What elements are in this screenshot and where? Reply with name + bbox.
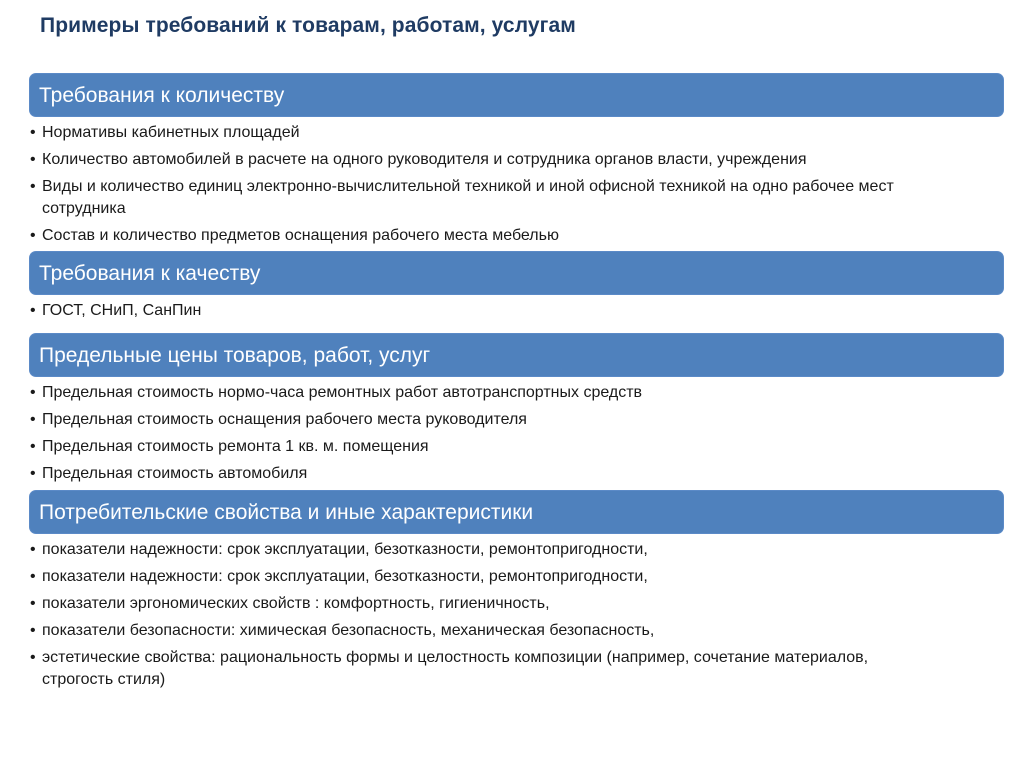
bullet-icon: • <box>30 411 36 428</box>
list-item: • эстетические свойства: рациональность формы и целостность композиции (например, сочетание материалов, строгость стиля) <box>30 649 869 688</box>
list-item: • Предельная стоимость нормо-часа ремонтных работ автотранспортных средств <box>29 382 989 404</box>
list-item: • Виды и количество единиц электронно-вычислительной техникой и иной офисной техникой на одно рабочее мест сотрудника <box>30 178 894 217</box>
slide-title: Примеры требований к товарам, работам, услугам <box>40 14 576 37</box>
section-consumer-properties-list <box>29 539 989 696</box>
list-item: • показатели эргономических свойств : комфортность, гигиеничность, <box>29 593 989 615</box>
bullet-icon: • <box>30 595 36 612</box>
section-header-consumer-properties: Потребительские свойства и иные характеристики <box>29 490 1004 534</box>
bullet-icon: • <box>30 568 36 585</box>
bullet-icon: • <box>30 151 36 168</box>
section-header-prices: Предельные цены товаров, работ, услуг <box>29 333 1004 377</box>
section-consumer-properties <box>29 490 1004 534</box>
list-item: • Состав и количество предметов оснащения рабочего места мебелью <box>29 225 989 247</box>
section-header-quantity: Требования к количеству <box>29 73 1004 117</box>
list-item: • показатели надежности: срок эксплуатации, безотказности, ремонтопригодности, <box>29 539 989 561</box>
list-item: • Предельная стоимость оснащения рабочего места руководителя <box>29 409 989 431</box>
bullet-icon: • <box>30 227 36 244</box>
bullet-icon: • <box>30 124 36 141</box>
bullet-icon: • <box>30 384 36 401</box>
section-prices-list <box>29 382 989 490</box>
section-quantity <box>29 73 1004 117</box>
bullet-icon: • <box>30 438 36 455</box>
section-quantity-list <box>29 122 989 252</box>
section-quality <box>29 251 1004 295</box>
list-item: • показатели безопасности: химическая безопасность, механическая безопасность, <box>29 620 989 642</box>
list-item: • Нормативы кабинетных площадей <box>29 122 989 144</box>
bullet-icon: • <box>30 649 36 666</box>
list-item: • показатели надежности: срок эксплуатации, безотказности, ремонтопригодности, <box>29 566 989 588</box>
bullet-icon: • <box>30 302 36 319</box>
bullet-icon: • <box>30 541 36 558</box>
section-quality-list <box>29 300 989 327</box>
list-item: • Предельная стоимость ремонта 1 кв. м. помещения <box>29 436 989 458</box>
section-prices <box>29 333 1004 377</box>
bullet-icon: • <box>30 178 36 195</box>
section-header-quality: Требования к качеству <box>29 251 1004 295</box>
bullet-icon: • <box>30 465 36 482</box>
list-item: • Количество автомобилей в расчете на одного руководителя и сотрудника органов власти, учреждения <box>29 149 989 171</box>
list-item: • ГОСТ, СНиП, СанПин <box>29 300 989 322</box>
list-item: • Предельная стоимость автомобиля <box>29 463 989 485</box>
bullet-icon: • <box>30 622 36 639</box>
